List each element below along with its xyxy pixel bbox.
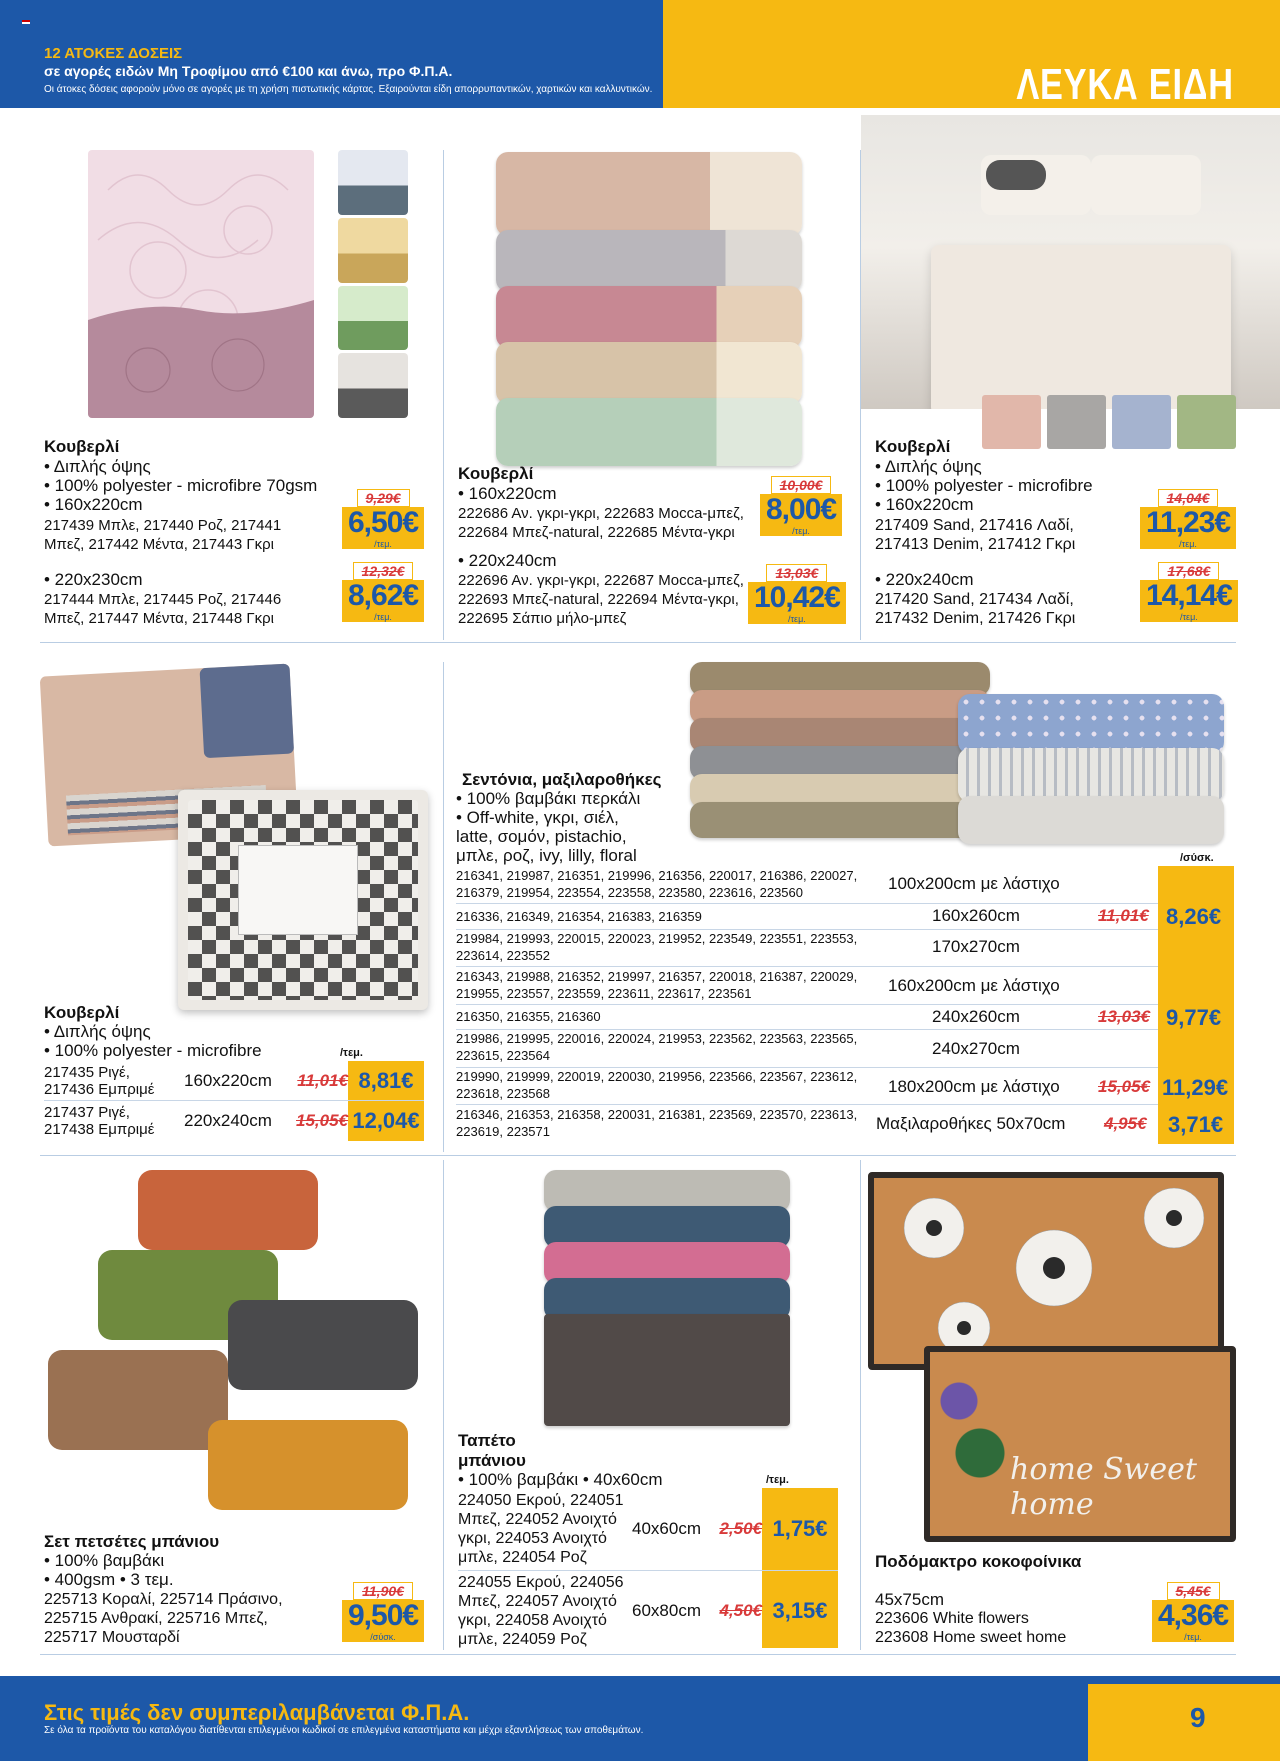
new-price: 9,77€ bbox=[1166, 1005, 1222, 1030]
installments-title: 12 ΑΤΟΚΕΣ ΔΟΣΕΙΣ bbox=[44, 45, 183, 62]
row-divider bbox=[44, 1100, 424, 1101]
product-codes bbox=[875, 1609, 1066, 1647]
quilt-stack-image bbox=[496, 158, 802, 466]
bath-mat-stack-image bbox=[544, 1176, 790, 1426]
sheets-stack-image bbox=[958, 700, 1224, 844]
installments-note: Οι άτοκες δόσεις αφορούν μόνο σε αγορές με τη χρήση πιστωτικής κάρτας. Εξαιρούνται είδη απορρυπαντικών, χαρτικών και καλλυντικών. bbox=[44, 84, 653, 95]
spec-line: • 100% polyester - microfibre bbox=[44, 1041, 262, 1060]
new-price: 11,29€ bbox=[1162, 1075, 1229, 1100]
doormat-flowers-image bbox=[868, 1172, 1224, 1370]
spec-line: • Διπλής όψης bbox=[875, 457, 982, 476]
product-codes: 222696 Αν. γκρι-γκρι, 222687 Mocca-μπεζ, 222693 Μπεζ-natural, 222694 Μέντα-γκρι, 222695 Σάπιο μήλο-μπεζ bbox=[458, 572, 744, 627]
spec-line: • Διπλής όψης bbox=[44, 1022, 151, 1041]
new-price: 3,71€ bbox=[1168, 1112, 1224, 1137]
price-unit: /τεμ. bbox=[766, 1474, 789, 1486]
product-specs bbox=[456, 789, 640, 865]
row-divider bbox=[456, 966, 1158, 967]
table-row bbox=[458, 1572, 838, 1650]
row-size: 60x80cm bbox=[632, 1601, 701, 1620]
divider bbox=[40, 642, 1236, 643]
spec-line: • 400gsm • 3 τεμ. bbox=[44, 1570, 174, 1589]
product-specs bbox=[44, 1551, 174, 1589]
product-specs bbox=[44, 457, 317, 514]
old-price: 15,05€ bbox=[296, 1111, 348, 1130]
old-price: 13,03€ bbox=[766, 564, 827, 582]
pillow bbox=[1091, 155, 1201, 215]
product-codes: 217444 Μπλε, 217445 Ροζ, 217446 Μπεζ, 217447 Μέντα, 217448 Γκρι bbox=[44, 591, 282, 627]
old-price: 2,50€ bbox=[719, 1519, 762, 1538]
spec-line: • Διπλής όψης bbox=[44, 457, 151, 476]
row-codes: 219984, 219993, 220015, 220023, 219952, 223549, 223551, 223553, 223614, 223552 bbox=[456, 931, 858, 963]
old-price: 10,00€ bbox=[771, 476, 832, 494]
new-price: 3,15€ bbox=[772, 1598, 828, 1623]
footer-title: Στις τιμές δεν συμπεριλαμβάνεται Φ.Π.Α. bbox=[44, 1700, 470, 1725]
new-price: 4,36€ bbox=[1152, 1600, 1234, 1632]
row-size: 100x200cm με λάστιχο bbox=[888, 874, 1060, 893]
swatch-grey bbox=[1047, 395, 1106, 449]
size-label: • 220x240cm bbox=[458, 551, 557, 570]
swatch-grey bbox=[338, 353, 408, 418]
price-tag bbox=[1140, 489, 1236, 549]
swatch-beige bbox=[338, 218, 408, 283]
old-price: 4,50€ bbox=[719, 1601, 762, 1620]
doormat-home-image bbox=[924, 1346, 1236, 1542]
old-price: 4,95€ bbox=[1104, 1114, 1147, 1133]
price-unit: /τεμ. bbox=[748, 614, 846, 624]
product-title: Κουβερλί bbox=[458, 464, 534, 483]
table-row bbox=[458, 1490, 838, 1568]
price-tag bbox=[342, 562, 424, 622]
divider bbox=[443, 150, 444, 640]
new-price: 9,50€ bbox=[342, 1600, 424, 1632]
divider bbox=[40, 1155, 1236, 1156]
row-size: 220x240cm bbox=[184, 1111, 272, 1130]
new-price: 1,75€ bbox=[772, 1516, 828, 1541]
quilt-package-image bbox=[178, 790, 428, 1010]
spec-line: • 160x220cm bbox=[875, 495, 974, 514]
mat-lettering: home Sweet home bbox=[1010, 1452, 1197, 1522]
row-size: 240x260cm bbox=[932, 1007, 1020, 1026]
code-line: 223606 White flowers bbox=[875, 1610, 1029, 1627]
spec-line: • 100% βαμβάκι περκάλι bbox=[456, 789, 641, 808]
old-price: 17,68€ bbox=[1158, 562, 1219, 580]
product-specs bbox=[875, 457, 1093, 514]
row-codes: 224050 Εκρού, 224051 Μπεζ, 224052 Ανοιχτό γκρι, 224053 Ανοιχτό μπλε, 224054 Ροζ bbox=[458, 1492, 624, 1566]
quilt-image bbox=[88, 150, 314, 418]
product-title: Ταπέτο μπάνιου bbox=[458, 1431, 526, 1470]
divider bbox=[860, 1160, 861, 1650]
olive-branch-icon bbox=[938, 1362, 1008, 1492]
price-tag bbox=[342, 1582, 424, 1642]
row-codes: 216346, 216353, 216358, 220031, 216381, 223569, 223570, 223613, 223619, 223571 bbox=[456, 1107, 858, 1139]
size-label: • 220x240cm bbox=[875, 570, 974, 589]
towels-image bbox=[48, 1170, 428, 1510]
price-tag bbox=[1140, 562, 1238, 622]
spec-line: • 160x220cm bbox=[44, 495, 143, 514]
row-divider bbox=[456, 903, 1158, 904]
price-tag bbox=[1152, 1582, 1234, 1642]
old-price: 9,29€ bbox=[357, 489, 410, 507]
flower-pattern bbox=[874, 1178, 1218, 1364]
new-price: 14,14€ bbox=[1140, 580, 1238, 612]
spec-line: • 100% βαμβάκι • 40x60cm bbox=[458, 1470, 663, 1489]
swatch-denim bbox=[1112, 395, 1171, 449]
row-codes: 217435 Ριγέ, 217436 Εμπριμέ bbox=[44, 1064, 155, 1098]
swatch-olive bbox=[1177, 395, 1236, 449]
color-swatches bbox=[982, 395, 1236, 449]
color-swatches bbox=[338, 150, 408, 418]
row-codes: 219986, 219995, 220016, 220024, 219953, 223562, 223563, 223565, 223615, 223564 bbox=[456, 1031, 858, 1063]
price-unit: /τεμ. bbox=[1152, 1632, 1234, 1642]
row-codes: 216343, 219988, 216352, 219997, 216357, 220018, 216387, 220029, 219955, 223557, 223559, 223611, 223617, 223561 bbox=[456, 969, 858, 1001]
price-unit: /τεμ. bbox=[1140, 612, 1238, 622]
footer-strip bbox=[0, 1676, 1280, 1684]
divider bbox=[443, 662, 444, 1152]
spec-line: • Off-white, γκρι, σιέλ, bbox=[456, 808, 619, 827]
product-codes: 225713 Κοραλί, 225714 Πράσινο, 225715 Ανθρακί, 225716 Μπεζ, 225717 Μουσταρδί bbox=[44, 1591, 283, 1646]
product-codes: 222686 Αν. γκρι-γκρι, 222683 Mocca-μπεζ, 222684 Μπεζ-natural, 222685 Μέντα-γκρι bbox=[458, 505, 744, 541]
installments-subtitle: σε αγορές ειδών Μη Τροφίμου από €100 και άνω, προ Φ.Π.Α. bbox=[44, 63, 453, 79]
bedroom-photo bbox=[861, 115, 1280, 409]
page-number: 9 bbox=[1190, 1702, 1206, 1733]
row-codes: 224055 Εκρού, 224056 Μπεζ, 224057 Ανοιχτό γκρι, 224058 Ανοιχτό μπλε, 224059 Ροζ bbox=[458, 1574, 624, 1648]
product-specs bbox=[458, 1470, 663, 1489]
footer-yellow-band bbox=[1088, 1684, 1280, 1761]
new-price: 12,04€ bbox=[352, 1108, 420, 1133]
row-size: 160x200cm με λάστιχο bbox=[888, 976, 1060, 995]
row-size: 240x270cm bbox=[932, 1039, 1020, 1058]
code-line: 223608 Home sweet home bbox=[875, 1629, 1067, 1646]
spec-line: • 100% polyester - microfibre 70gsm bbox=[44, 476, 318, 495]
row-divider bbox=[456, 1004, 1158, 1005]
price-unit: /τεμ. bbox=[1140, 539, 1236, 549]
spec-line: 45x75cm bbox=[875, 1590, 944, 1609]
new-price: 8,00€ bbox=[760, 494, 842, 526]
new-price: 11,23€ bbox=[1140, 507, 1236, 539]
price-unit: /σύσκ. bbox=[1180, 852, 1214, 864]
bed-quilt bbox=[931, 245, 1231, 409]
product-codes: 217409 Sand, 217416 Λαδί, 217413 Denim, 217412 Γκρι bbox=[875, 517, 1076, 553]
footer-note: Σε όλα τα προϊόντα του καταλόγου διατίθενται επιλεγμένοι κωδικοί σε επιλεγμένα καταστήματα και μέχρι εξαντλήσεως των αποθεμάτων. bbox=[44, 1725, 644, 1736]
row-codes: 216350, 216355, 216360 bbox=[456, 1009, 601, 1024]
row-size: 180x200cm με λάστιχο bbox=[888, 1077, 1060, 1096]
old-price: 14,04€ bbox=[1158, 489, 1219, 507]
row-size: Μαξιλαροθήκες 50x70cm bbox=[876, 1114, 1066, 1133]
spec-line: latte, σομόν, pistachio, bbox=[456, 827, 627, 846]
table-row bbox=[44, 1104, 424, 1138]
quilt-pattern bbox=[88, 150, 314, 418]
price-unit: /τεμ. bbox=[342, 612, 424, 622]
row-size: 170x270cm bbox=[932, 937, 1020, 956]
product-specs bbox=[44, 1022, 262, 1060]
row-divider bbox=[456, 1104, 1158, 1105]
product-title: Κουβερλί bbox=[44, 1003, 120, 1022]
product-title: Κουβερλί bbox=[875, 437, 951, 456]
spec-line: • 100% polyester - microfibre bbox=[875, 476, 1093, 495]
swatch-mint bbox=[338, 286, 408, 351]
product-codes: 217420 Sand, 217434 Λαδί, 217432 Denim, 217426 Γκρι bbox=[875, 591, 1076, 627]
old-price: 15,05€ bbox=[1098, 1077, 1150, 1096]
new-price: 8,62€ bbox=[342, 580, 424, 612]
category-title: ΛΕΥΚΑ ΕΙΔΗ bbox=[1016, 60, 1234, 109]
cushion bbox=[986, 160, 1046, 190]
size-label: • 220x230cm bbox=[44, 570, 143, 589]
price-unit: /τεμ. bbox=[342, 539, 424, 549]
table-row bbox=[44, 1064, 424, 1098]
product-title: Ποδόμακτρο κοκοφοίνικα bbox=[875, 1552, 1082, 1571]
product-title: Κουβερλί bbox=[44, 437, 120, 456]
old-price: 11,01€ bbox=[297, 1071, 348, 1090]
row-size: 160x260cm bbox=[932, 906, 1020, 925]
new-price: 8,26€ bbox=[1166, 904, 1222, 929]
price-tag bbox=[748, 564, 846, 624]
swatch-sand bbox=[982, 395, 1041, 449]
divider bbox=[443, 1160, 444, 1650]
row-divider bbox=[458, 1570, 838, 1571]
new-price: 10,42€ bbox=[748, 582, 846, 614]
row-size: 160x220cm bbox=[184, 1071, 272, 1090]
product-codes: 217439 Μπλε, 217440 Ροζ, 217441 Μπεζ, 217442 Μέντα, 217443 Γκρι bbox=[44, 517, 282, 553]
row-size: 40x60cm bbox=[632, 1519, 701, 1538]
sheets-stack-image bbox=[690, 668, 990, 838]
new-price: 8,81€ bbox=[358, 1068, 414, 1093]
product-title: Σεντόνια, μαξιλαροθήκες bbox=[462, 770, 662, 789]
flag-icon bbox=[22, 20, 30, 26]
spec-line: μπλε, ροζ, ivy, lilly, floral bbox=[456, 846, 637, 865]
row-codes: 217437 Ριγέ, 217438 Εμπριμέ bbox=[44, 1104, 155, 1138]
swatch-blue bbox=[338, 150, 408, 215]
row-codes: 216341, 219987, 216351, 219996, 216356, 220017, 216386, 220027, 216379, 219954, 223554, 223558, 223580, 223616, 223560 bbox=[456, 868, 858, 900]
price-unit: /σύσκ. bbox=[342, 1632, 424, 1642]
row-codes: 219990, 219999, 220019, 220030, 219956, 223566, 223567, 223612, 223618, 223568 bbox=[456, 1069, 858, 1101]
price-tag bbox=[342, 489, 424, 549]
product-title: Σετ πετσέτες μπάνιου bbox=[44, 1532, 220, 1551]
price-unit: /τεμ. bbox=[340, 1047, 363, 1059]
old-price: 5,45€ bbox=[1167, 1582, 1220, 1600]
size-label: • 160x220cm bbox=[458, 484, 557, 503]
divider bbox=[40, 1654, 1236, 1655]
spec-line: • 100% βαμβάκι bbox=[44, 1551, 165, 1570]
new-price: 6,50€ bbox=[342, 507, 424, 539]
old-price: 11,01€ bbox=[1098, 906, 1149, 925]
product-specs bbox=[875, 1590, 944, 1609]
old-price: 13,03€ bbox=[1098, 1007, 1150, 1026]
price-unit: /τεμ. bbox=[760, 526, 842, 536]
old-price: 11,90€ bbox=[353, 1582, 413, 1600]
old-price: 12,32€ bbox=[353, 562, 414, 580]
price-tag bbox=[760, 476, 842, 536]
row-codes: 216336, 216349, 216354, 216383, 216359 bbox=[456, 909, 702, 924]
